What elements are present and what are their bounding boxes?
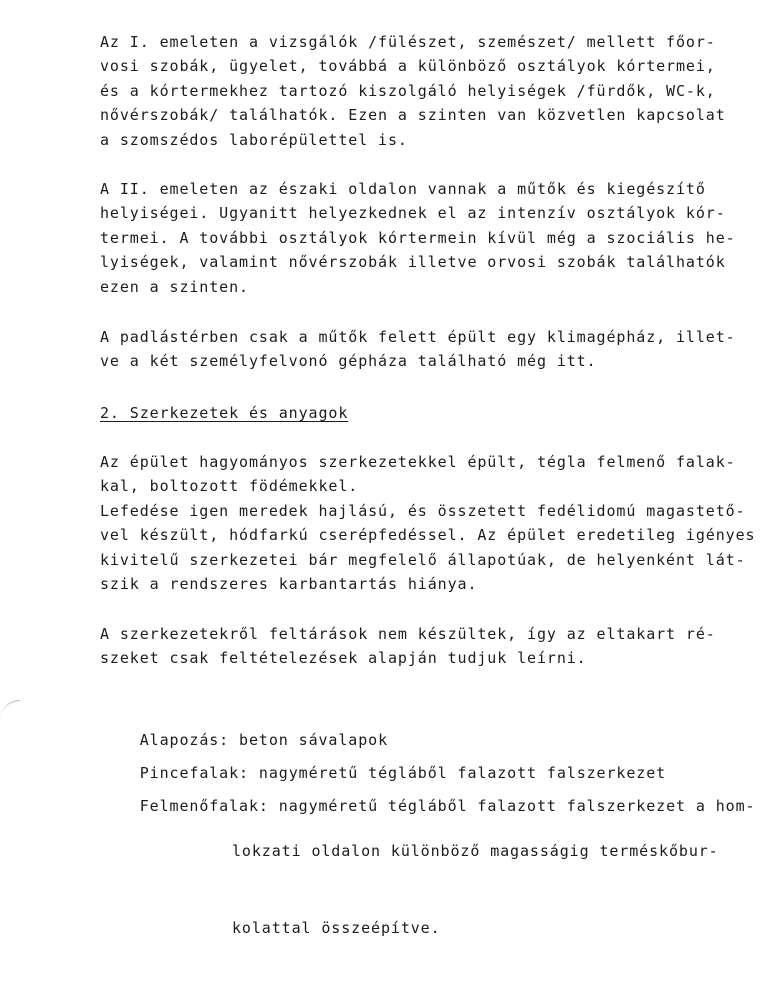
text-line: A II. emeleten az északi oldalon vannak a műtők és kiegészítő [100,180,706,198]
paragraph-attic [100,325,740,374]
text-line: ve a két személyfelvonó gépháza található még itt. [100,352,597,371]
text-line: lyiségek, valamint nővérszobák illetve orvosi szobák találhatók [100,253,726,272]
text-line: ezen a szinten. [100,277,249,296]
section-heading: 2. Szerkezetek és anyagok [100,404,349,422]
spec-value: nagyméretű tégláből falazott falszerkezet [248,764,667,782]
text-line: nővérszobák/ találhatók. Ezen a szinten van közvetlen kapcsolat [100,106,726,125]
text-line: szik a rendszeres karbantartás hiánya. [100,574,478,593]
spec-label: Alapozás: [139,731,230,749]
text-line: kal, boltozott födémekkel. [100,477,359,496]
spec-upper-walls-continuation [232,788,719,992]
text-line: A padlástérben csak a műtők felett épült egy klimagépház, illet- [100,328,736,346]
spec-value: nagyméretű tégláből falazott falszerkezet a hom- [268,797,756,815]
text-line: vosi szobák, ügyelet, továbbá a különböző osztályok kórtermei, [100,57,716,76]
paragraph-structures [100,450,756,596]
text-line: termei. A további osztályok kórtermein kívül még a szociális he- [100,228,736,247]
text-line: vel készült, hódfarkú cserépfedéssel. Az épület eredetileg igényes [100,526,756,545]
page-edge-mark [0,700,20,721]
text-line: Az épület hagyományos szerkezetekkel épült, tégla felmenő falak- [100,453,736,471]
text-line: lokzati oldalon különböző magasságig terméskőbur- [232,842,719,860]
text-line: helyiségei. Ugyanitt helyezkednek el az intenzív osztályok kór- [100,204,726,223]
paragraph-first-floor [100,30,740,152]
spec-value: beton sávalapok [229,731,389,749]
paragraph-second-floor [100,177,740,299]
text-line: szeket csak feltételezések alapján tudjuk leírni. [100,649,587,668]
text-line: kivitelű szerkezetei bár megfelelő állapotúak, de helyenként lát- [100,550,746,569]
text-line: Az I. emeleten a vizsgálók /fülészet, szemészet/ mellett főor- [100,33,716,51]
spec-label: Felmenőfalak: [139,797,269,815]
text-line: Lefedése igen meredek hajlású, és összetett fedélidomú magastető- [100,501,746,520]
spec-label: Pincefalak: [139,764,249,782]
paragraph-exploration [100,622,740,671]
text-line: és a kórtermekhez tartozó kiszolgáló helyiségek /fürdők, WC-k, [100,81,716,100]
text-line: a szomszédos laborépülettel is. [100,130,408,149]
section-heading-block [100,401,740,425]
text-line: kolattal összeépítve. [232,918,441,937]
text-line: A szerkezetekről feltárások nem készültek, így az eltakart ré- [100,625,716,643]
